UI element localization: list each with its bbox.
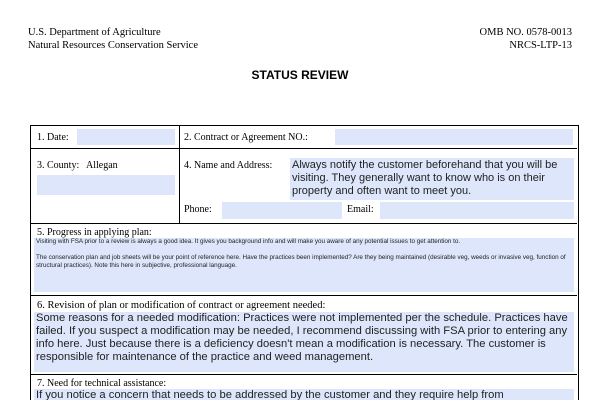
phone-field[interactable] (222, 202, 342, 219)
progress-label: 5. Progress in applying plan: (37, 227, 152, 238)
name-address-cell (179, 149, 577, 223)
agency-name: U.S. Department of Agriculture (28, 27, 161, 38)
assistance-label: 7. Need for technical assistance: (37, 378, 167, 389)
contract-cell (179, 126, 577, 148)
omb-number: OMB NO. 0578-0013 (479, 27, 572, 38)
revision-label: 6. Revision of plan or modification of contract or agreement needed: (37, 300, 326, 311)
name-address-label: 4. Name and Address: (184, 160, 273, 171)
name-address-field[interactable]: Always notify the customer beforehand that you will be visiting. They generally want to know who is on their property and often want to meet you. (290, 158, 574, 200)
county-label: 3. County: (37, 160, 80, 171)
row-assistance (31, 375, 577, 400)
date-cell (31, 126, 179, 148)
progress-text-fsa: Visiting with FSA prior to a review is always a good idea. It gives you background info and will make you aware of any potential issues to get attention to. (36, 238, 461, 245)
phone-label: Phone: (184, 204, 212, 215)
county-cell (31, 149, 179, 223)
row-progress (31, 224, 577, 296)
progress-field[interactable] (34, 238, 574, 292)
agency-block (28, 26, 198, 52)
progress-text-plan: The conservation plan and job sheets will be your point of reference here. Have the practices been implemented? Are they being maintained (desirable veg, weeds or invasive veg, function of structural practices). Note this here in subjective, professional language. (36, 254, 566, 269)
row-revision (31, 296, 577, 375)
date-field[interactable] (77, 129, 175, 145)
county-field[interactable] (37, 175, 175, 195)
row-date-contract (31, 126, 577, 149)
email-field[interactable] (380, 202, 574, 219)
assistance-field[interactable]: If you notice a concern that needs to be addressed by the customer and they require help from (34, 389, 574, 400)
revision-field[interactable]: Some reasons for a needed modification: Practices were not implemented per the schedule. Practices have failed. If you suspect a modification may be needed, I recommend discussing with FSA prior to entering any info here. Just because there is a deficiency doesn't mean a modification is necessary. The customer is responsible for maintenance of the practice and weed management. (34, 312, 574, 372)
page-title: STATUS REVIEW (251, 68, 349, 82)
agency-service: Natural Resources Conservation Service (28, 40, 198, 51)
row-county-name (31, 149, 577, 224)
contract-field[interactable] (335, 129, 573, 145)
county-value: Allegan (86, 160, 118, 171)
contract-label: 2. Contract or Agreement NO.: (184, 132, 308, 143)
status-review-form (30, 125, 579, 400)
form-number: NRCS-LTP-13 (509, 40, 572, 51)
email-label: Email: (347, 204, 374, 215)
omb-block (480, 26, 572, 52)
date-label: 1. Date: (37, 132, 69, 143)
